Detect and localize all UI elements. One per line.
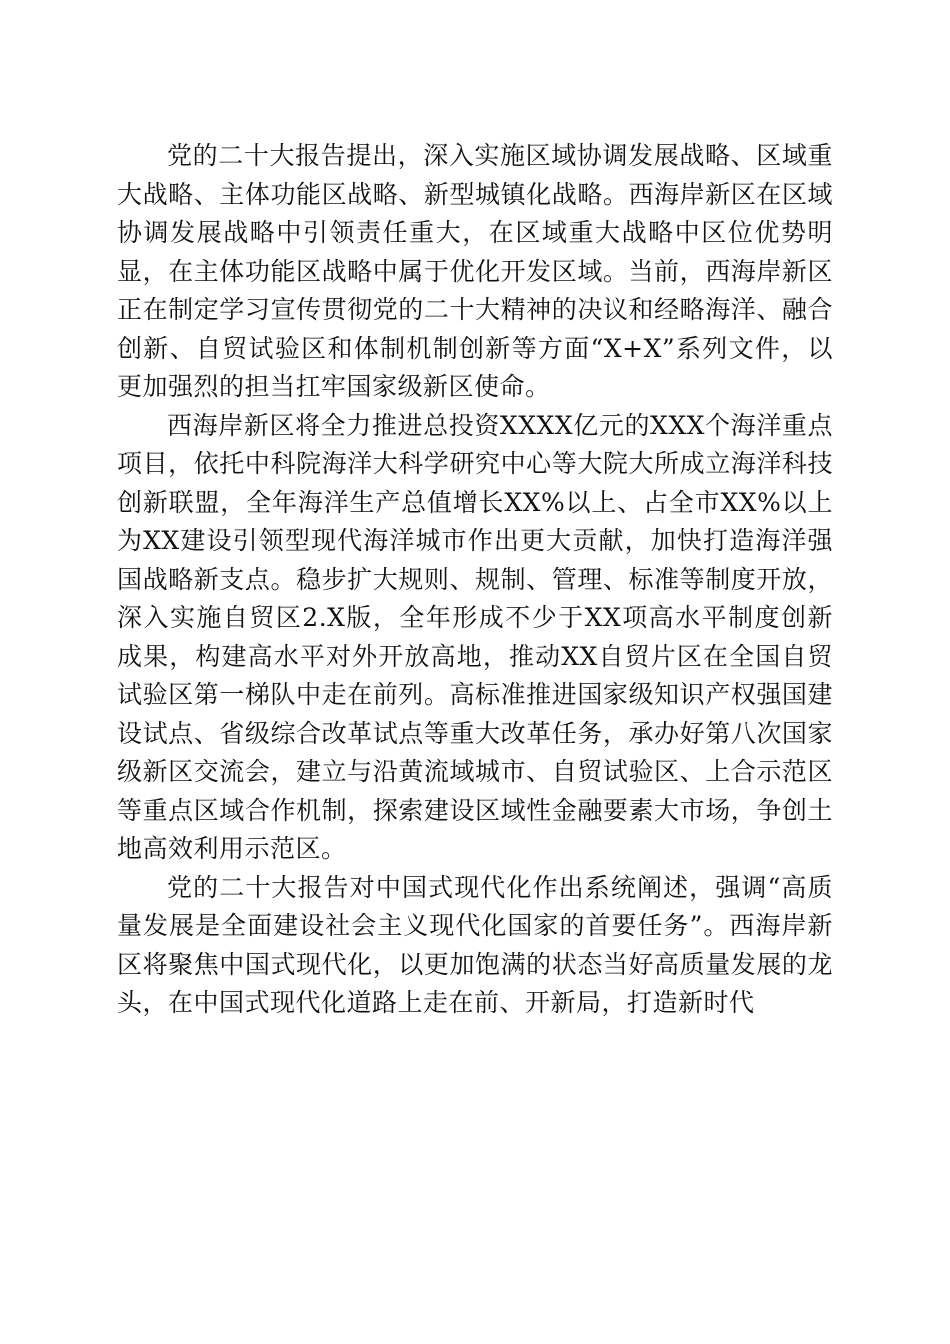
paragraph-2: 西海岸新区将全力推进总投资XXXX亿元的XXX个海洋重点项目，依托中科院海洋大科学研究中心等大院大所成立海洋科技创新联盟，全年海洋生产总值增长XX%以上、占全市XX%以上为XX建设引领型现代海洋城市作出更大贡献，加快打造海洋强国战略新支点。稳步扩大规则、规制、管理、标准等制度开放，深入实施自贸区2.X版，全年形成不少于XX项高水平制度创新成果，构建高水平对外开放高地，推动XX自贸片区在全国自贸试验区第一梯队中走在前列。高标准推进国家级知识产权强国建设试点、省级综合改革试点等重大改革任务，承办好第八次国家级新区交流会，建立与沿黄流域城市、自贸试验区、上合示范区等重点区域合作机制，探索建设区域性金融要素大市场，争创土地高效利用示范区。	[117, 410, 833, 863]
document-body	[117, 137, 833, 1023]
paragraph-1: 党的二十大报告提出，深入实施区域协调发展战略、区域重大战略、主体功能区战略、新型城镇化战略。西海岸新区在区域协调发展战略中引领责任重大，在区域重大战略中区位优势明显，在主体功能区战略中属于优化开发区域。当前，西海岸新区正在制定学习宣传贯彻党的二十大精神的决议和经略海洋、融合创新、自贸试验区和体制机制创新等方面“X+X”系列文件，以更加强烈的担当扛牢国家级新区使命。	[117, 141, 833, 401]
paragraph-3: 党的二十大报告对中国式现代化作出系统阐述，强调“高质量发展是全面建设社会主义现代化国家的首要任务”。西海岸新区将聚焦中国式现代化，以更加饱满的状态当好高质量发展的龙头，在中国式现代化道路上走在前、开新局，打造新时代	[117, 872, 833, 1017]
